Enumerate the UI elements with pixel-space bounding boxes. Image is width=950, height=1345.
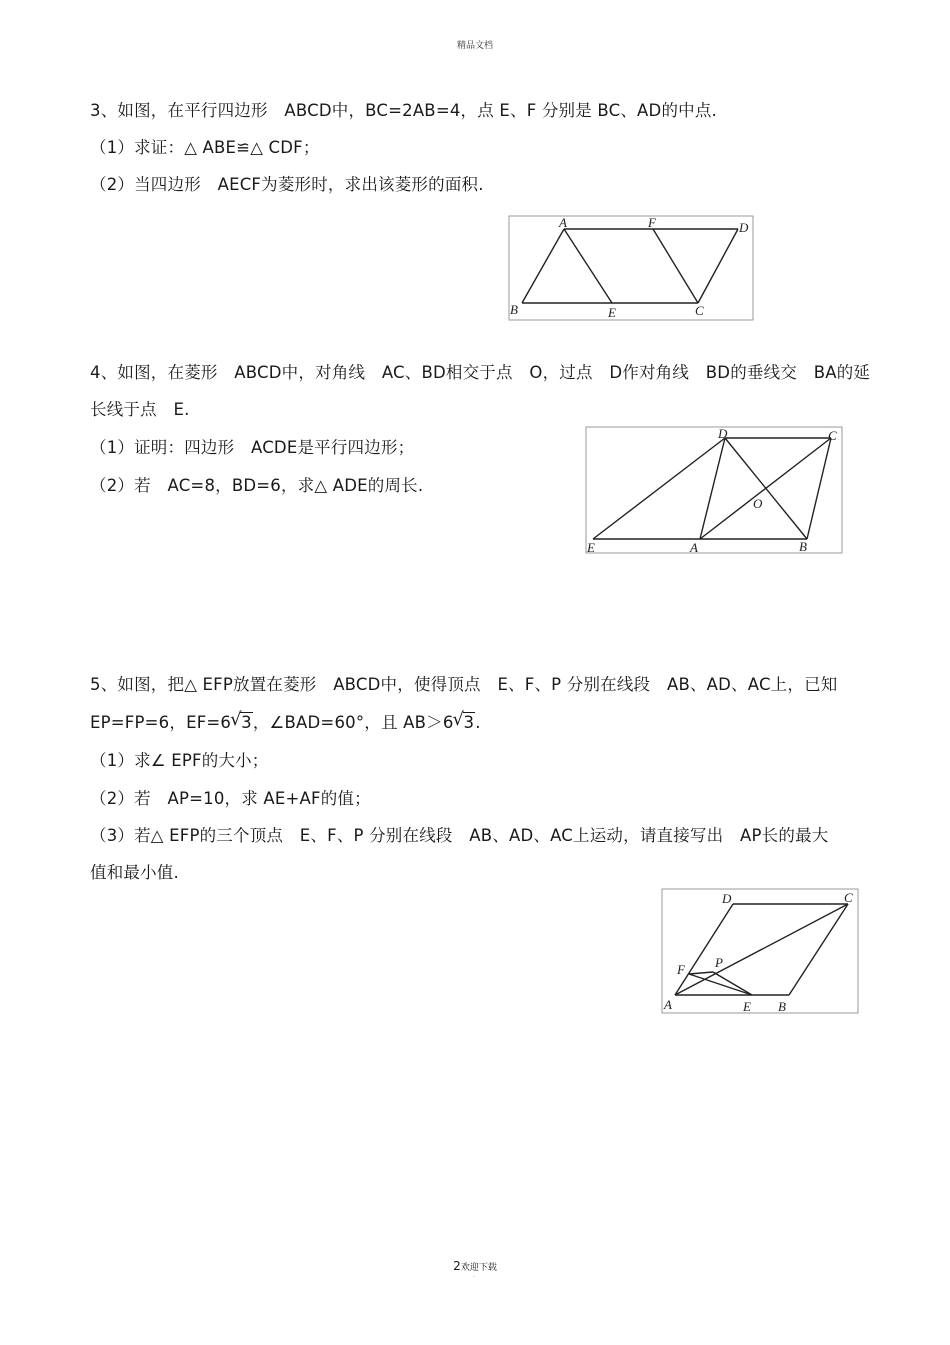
sqrt-symbol: √ 3	[454, 712, 476, 734]
problem-3-part-2: （2）当四边形 AECF为菱形时，求出该菱形的面积.	[90, 175, 484, 194]
label-b: B	[799, 539, 807, 554]
label-c: C	[828, 428, 837, 443]
label-e: E	[587, 540, 595, 555]
segment-ac	[675, 904, 848, 995]
problem-4-statement: 4、如图，在菱形 ABCD中，对角线 AC、BD相交于点 O，过点 D作对角线 BD的垂线交 BA的延	[90, 363, 871, 382]
problem-5-part-1: （1）求∠ EPF的大小；	[90, 751, 269, 770]
segment-ed	[593, 438, 725, 539]
label-d: D	[739, 220, 749, 235]
label-d: D	[718, 426, 728, 441]
label-f: F	[677, 962, 685, 977]
label-e: E	[743, 999, 751, 1014]
problem-5-statement: 5、如图，把△ EFP放置在菱形 ABCD中，使得顶点 E、F、P 分别在线段 AB、AD、AC上，已知	[90, 675, 838, 694]
footer-dot: .	[473, 1272, 475, 1279]
segment-ac	[700, 438, 831, 539]
segment-bc	[789, 904, 848, 995]
label-c: C	[695, 303, 704, 318]
page-number: 2	[453, 1259, 461, 1273]
segment-ad	[700, 438, 725, 539]
problem-5-part-3: （3）若△ EFP的三个顶点 E、F、P 分别在线段 AB、AD、AC上运动，请直接写出 AP长的最大	[90, 826, 829, 845]
page-header: 精品文档	[456, 41, 493, 51]
label-e: E	[608, 305, 616, 320]
footer-text: 欢迎下载	[460, 1263, 497, 1273]
page-footer	[0, 1259, 950, 1273]
segment-ae	[564, 229, 612, 303]
problem-5-part-2: （2）若 AP=10，求 AE+AF的值；	[90, 789, 371, 808]
problem-4-figure	[585, 426, 845, 556]
problem-3-figure	[508, 215, 754, 321]
problem-5-part-3-cont: 值和最小值.	[90, 863, 179, 882]
label-p: P	[715, 955, 723, 970]
label-d: D	[722, 891, 732, 906]
label-f: F	[648, 215, 656, 230]
problem-5-figure	[661, 888, 859, 1014]
problem-4-part-2: （2）若 AC=8，BD=6，求△ ADE的周长.	[90, 476, 424, 495]
segment-ab	[522, 229, 564, 303]
problem-3-statement: 3、如图，在平行四边形 ABCD中，BC=2AB=4，点 E、F 分别是 BC、AD的中点.	[90, 101, 717, 120]
segment-cd	[698, 229, 738, 303]
segment-ad	[675, 904, 733, 995]
label-a: A	[664, 997, 672, 1012]
label-a: A	[690, 540, 698, 555]
problem-5-conditions: EP=FP=6，EF=6√ 3，∠BAD=60°，且 AB＞6√ 3.	[90, 712, 481, 734]
label-c: C	[844, 890, 853, 905]
label-b: B	[778, 999, 786, 1014]
problem-4-statement-cont: 长线于点 E.	[90, 400, 190, 419]
label-a: A	[559, 215, 567, 230]
label-o: O	[753, 496, 763, 511]
problem-4-part-1: （1）证明：四边形 ACDE是平行四边形；	[90, 438, 415, 457]
sqrt-symbol: √ 3	[231, 712, 253, 734]
segment-fp	[689, 972, 713, 974]
problem-3-part-1: （1）求证：△ ABE≌△ CDF；	[90, 138, 320, 157]
segment-fc	[653, 229, 698, 303]
label-b: B	[510, 302, 518, 317]
